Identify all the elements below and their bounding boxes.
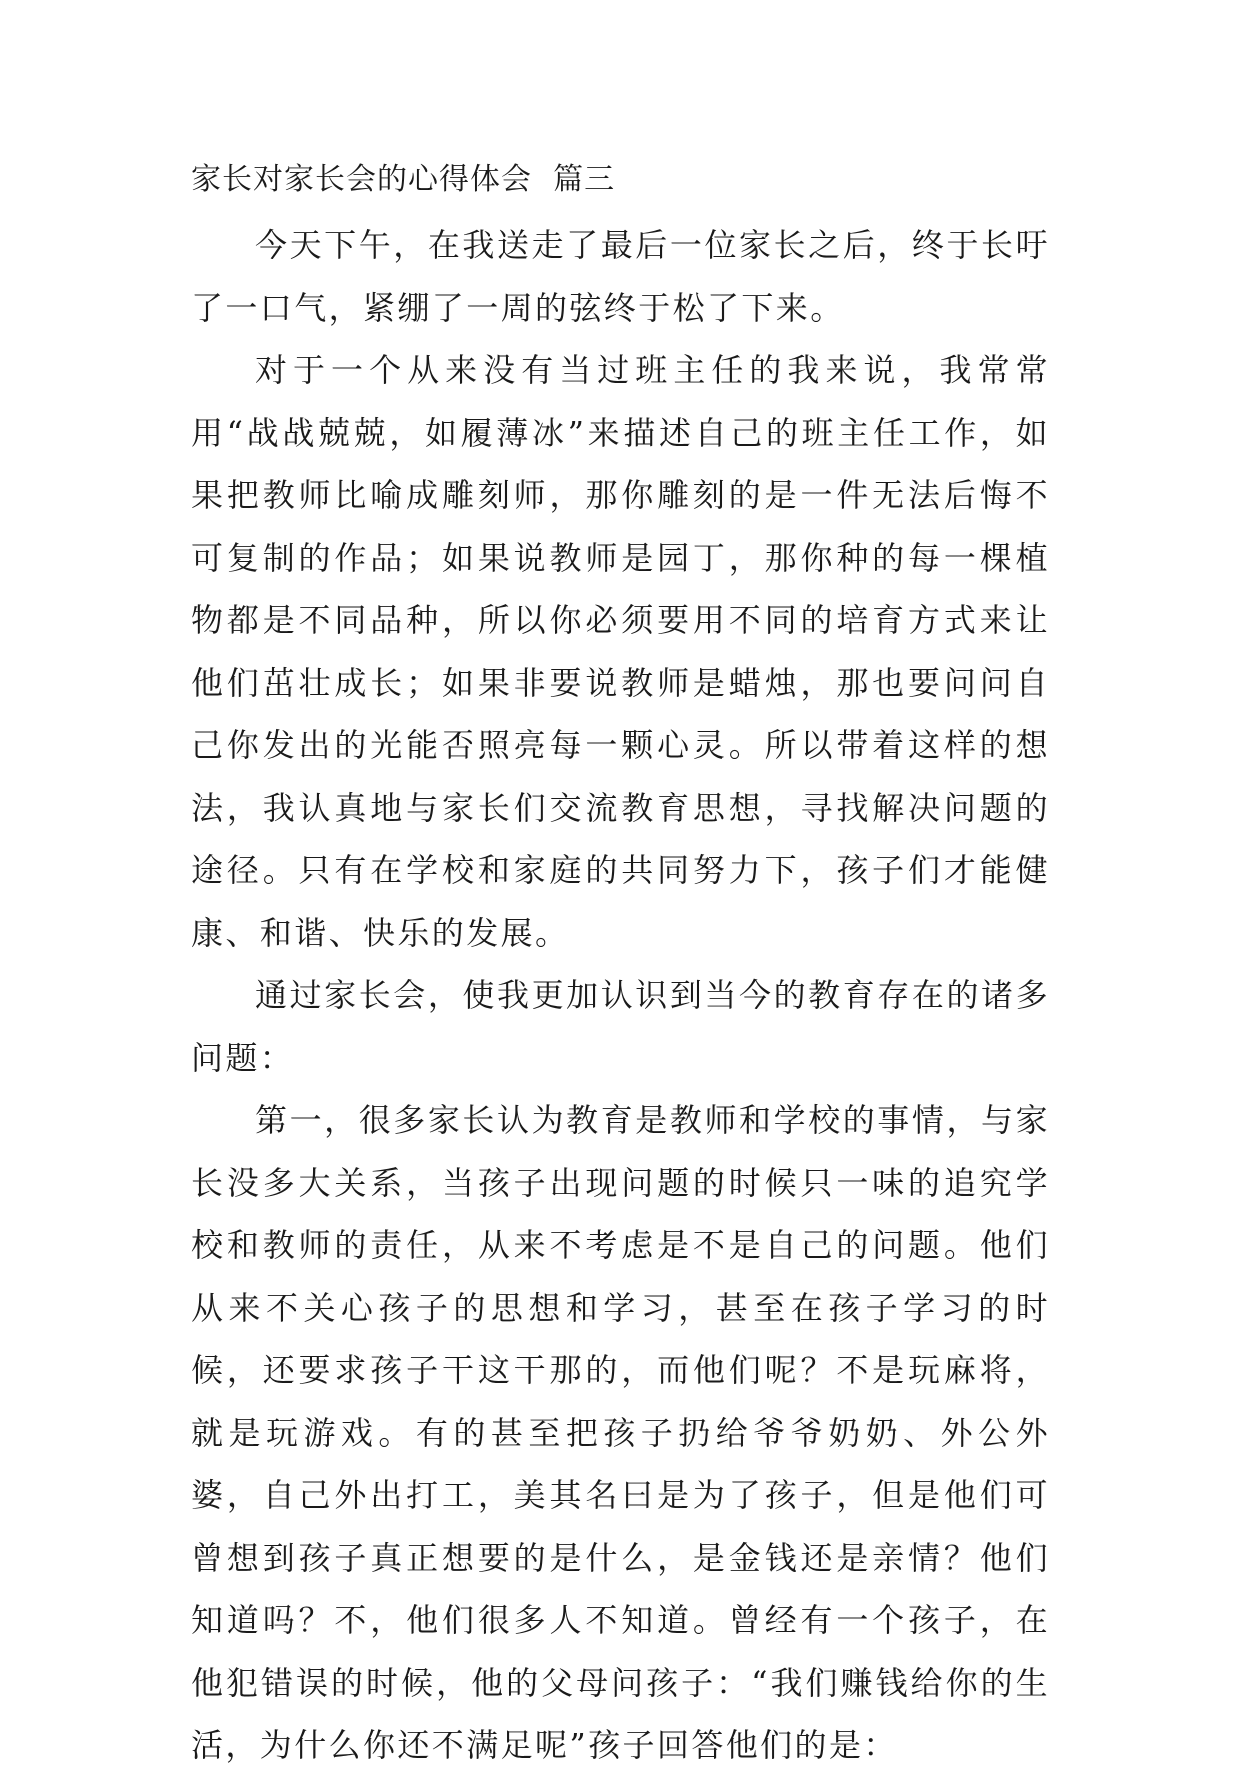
document-title: 家长对家长会的心得体会 篇三	[191, 162, 616, 197]
paragraph-4: 第一，很多家长认为教育是教师和学校的事情，与家长没多大关系，当孩子出现问题的时候只一味的追究学校和教师的责任，从来不考虑是不是自己的问题。他们从来不关心孩子的思想和学习，甚至在孩子学习的时候，还要求孩子干这干那的，而他们呢？不是玩麻将，就是玩游戏。有的甚至把孩子扔给爷爷奶奶、外公外婆，自己外出打工，美其名曰是为了孩子，但是他们可曾想到孩子真正想要的是什么，是金钱还是亲情？他们知道吗？不，他们很多人不知道。曾经有一个孩子，在他犯错误的时候，他的父母问孩子：“我们赚钱给你的生活，为什么你还不满足呢”孩子回答他们的是：	[191, 1101, 1050, 1764]
paragraph-3: 通过家长会，使我更加认识到当今的教育存在的诸多问题：	[191, 976, 1050, 1077]
paragraph-2: 对于一个从来没有当过班主任的我来说，我常常用“战战兢兢，如履薄冰”来描述自己的班主任工作，如果把教师比喻成雕刻师，那你雕刻的是一件无法后悔不可复制的作品；如果说教师是园丁，那你种的每一棵植物都是不同品种，所以你必须要用不同的培育方式来让他们茁壮成长；如果非要说教师是蜡烛，那也要问问自己你发出的光能否照亮每一颗心灵。所以带着这样的想法，我认真地与家长们交流教育思想，寻找解决问题的途径。只有在学校和家庭的共同努力下，孩子们才能健康、和谐、快乐的发展。	[191, 351, 1050, 952]
paragraph-1: 今天下午，在我送走了最后一位家长之后，终于长吁了一口气，紧绷了一周的弦终于松了下来。	[191, 226, 1050, 327]
document-body	[191, 160, 1050, 1777]
